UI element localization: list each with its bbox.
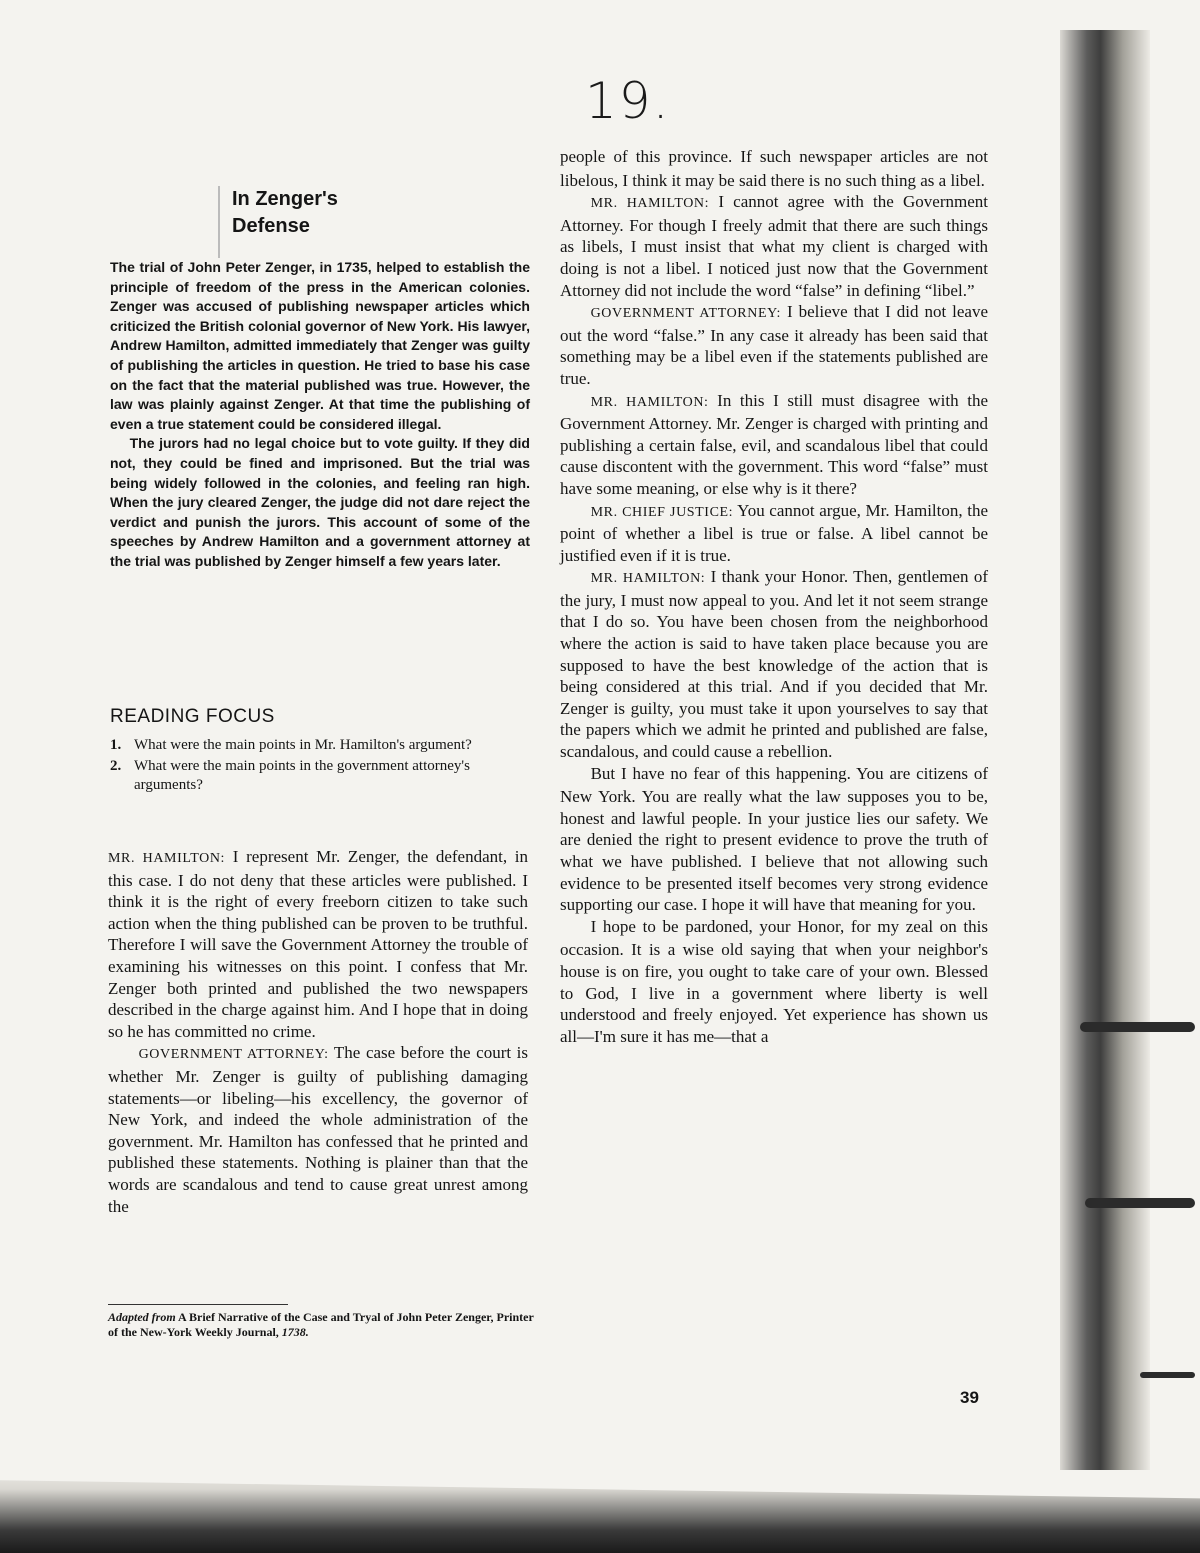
intro-paragraph-2: The jurors had no legal choice but to vote guilty. If they did not, they could be fined and imprisoned. But the trial was being widely followed in the colonies, and feeling ran high. When the jury cleared Zenger, the judge did not dare reject the verdict and punish the jurors. This account of some of the speeches by Andrew Hamilton and a government attorney at the trial was published by Zenger himself a few years later.: [110, 435, 530, 569]
speech-paragraph: [108, 1042, 528, 1217]
reading-focus-number: 1.: [110, 737, 122, 753]
speaker-label: MR. HAMILTON:: [108, 851, 226, 866]
speech-paragraph: [560, 146, 988, 191]
footnote-prefix: Adapted from: [108, 1310, 176, 1324]
speech-text: I represent Mr. Zenger, the defendant, in this case. I do not deny that these articles were published. I think it is the right of every freeborn citizen to take such action when the thing published can be proven to be truthful. Therefore I will save the Government Attorney the trouble of examining his witnesses on this point. I confess that Mr. Zenger both printed and published the two newspapers described in the charge against him. And I hope that in doing so he has committed no crime.: [108, 847, 529, 1041]
left-text-column: [108, 846, 528, 1217]
footnote-year: 1738.: [281, 1325, 309, 1339]
speech-paragraph: [560, 763, 988, 916]
title-line-2: Defense: [232, 215, 310, 237]
reading-focus-list: [110, 736, 530, 797]
book-page-edge: [1060, 30, 1150, 1470]
speech-paragraph: [560, 500, 988, 567]
introduction: [110, 258, 530, 572]
binding-mark-1: [1080, 1022, 1195, 1032]
reading-focus-question: What were the main points in the government attorney's arguments?: [134, 758, 470, 793]
title-rule: [218, 186, 220, 258]
page-number: 39: [960, 1388, 979, 1407]
speaker-label: MR. HAMILTON:: [590, 196, 710, 212]
reading-focus-number: 2.: [110, 758, 122, 774]
binding-mark-2: [1085, 1198, 1195, 1208]
speech-text: I hope to be pardoned, your Honor, for my zeal on this occasion. It is a wise old saying that when your neighbor's house is on fire, you ought to take care of your own. Blessed to God, I live in a government where liberty is well understood and freely enjoyed. Yet experience has shown us all—I'm sure it has me—that a: [560, 916, 988, 1046]
speaker-label: MR. HAMILTON:: [590, 394, 709, 410]
reading-focus-heading: READING FOCUS: [110, 706, 275, 727]
right-text-column: [560, 146, 988, 1047]
speaker-label: MR. CHIEF JUSTICE:: [590, 504, 734, 520]
speaker-label: MR. HAMILTON:: [590, 571, 706, 587]
footnote-text: A Brief Narrative of the Case and Tryal of John Peter Zenger, Printer of the New-York Weekly Journal,: [108, 1310, 534, 1339]
speech-text: I cannot agree with the Government Attorney. For though I freely admit that there are such things as libels, I must insist that what my client is charged with doing is not a libel. I noticed just now that the Government Attorney did not include the word “false” in defining “libel.”: [560, 192, 988, 300]
speech-text: You cannot argue, Mr. Hamilton, the point of whether a libel is true or false. A libel cannot be justified even if it is true.: [560, 500, 988, 565]
article-title: [232, 186, 338, 240]
speaker-label: GOVERNMENT ATTORNEY:: [138, 1047, 329, 1063]
scan-bottom-shadow: [0, 1462, 1200, 1553]
source-footnote: [108, 1310, 538, 1340]
speech-text: But I have no fear of this happening. You are citizens of New York. You are really what the law supposes you to be, honest and lawful people. In your justice lies our safety. We are denied the right to present evidence to prove the truth of what we have published. I believe that not allowing such evidence to be presented itself becomes very strong evidence supporting our case. I hope it will have that meaning for you.: [560, 763, 988, 915]
speech-paragraph: [108, 846, 528, 1042]
handwritten-page-number: 19.: [585, 72, 671, 130]
speech-paragraph: [560, 390, 988, 500]
title-line-1: In Zenger's: [232, 188, 338, 210]
speech-paragraph: [560, 916, 988, 1048]
footnote-rule: [108, 1304, 288, 1305]
speech-text: people of this province. If such newspaper articles are not libelous, I think it may be said there is no such thing as a libel.: [560, 147, 988, 190]
speech-text: In this I still must disagree with the Government Attorney. Mr. Zenger is charged with printing and publishing a certain false, evil, and scandalous libel that could cause discontent with the government. This word “false” must have some meaning, or else why is it there?: [560, 390, 988, 498]
reading-focus-item: [110, 736, 530, 755]
binding-mark-3: [1140, 1372, 1195, 1378]
speech-text: The case before the court is whether Mr. Zenger is guilty of publishing damaging statements—or libeling—his excellency, the governor of New York, and indeed the whole administration of the government. Mr. Hamilton has confessed that he printed and published these statements. Nothing is plainer than that the words are scandalous and tend to cause great unrest among the: [108, 1043, 529, 1216]
speech-paragraph: [560, 301, 988, 389]
speech-text: I thank your Honor. Then, gentlemen of the jury, I must now appeal to you. And let it not seem strange that I do so. You have been chosen from the neighborhood where the action is said to have taken place because you are supposed to have the best knowledge of the action that is being considered at this trial. And if you decided that Mr. Zenger is guilty, you must take it upon yourselves to say that the papers which we admit he printed and published are false, scandalous, and could cause a rebellion.: [560, 567, 988, 762]
speech-paragraph: [560, 191, 988, 301]
intro-paragraph-1: The trial of John Peter Zenger, in 1735, helped to establish the principle of freedom of the press in the American colonies. Zenger was accused of publishing newspaper articles which criticized the British colonial governor of New York. His lawyer, Andrew Hamilton, admitted immediately that Zenger was guilty of publishing the articles in question. He tried to base his case on the fact that the material published was true. However, the law was plainly against Zenger. At that time the publishing of even a true statement could be considered illegal.: [110, 259, 530, 432]
speech-paragraph: [560, 566, 988, 762]
reading-focus-question: What were the main points in Mr. Hamilton's argument?: [134, 737, 472, 753]
speaker-label: GOVERNMENT ATTORNEY:: [590, 306, 782, 322]
reading-focus-item: [110, 757, 530, 795]
speech-text: I believe that I did not leave out the word “false.” In any case it already has been said that something may be a libel even if the statements published are true.: [560, 302, 988, 388]
